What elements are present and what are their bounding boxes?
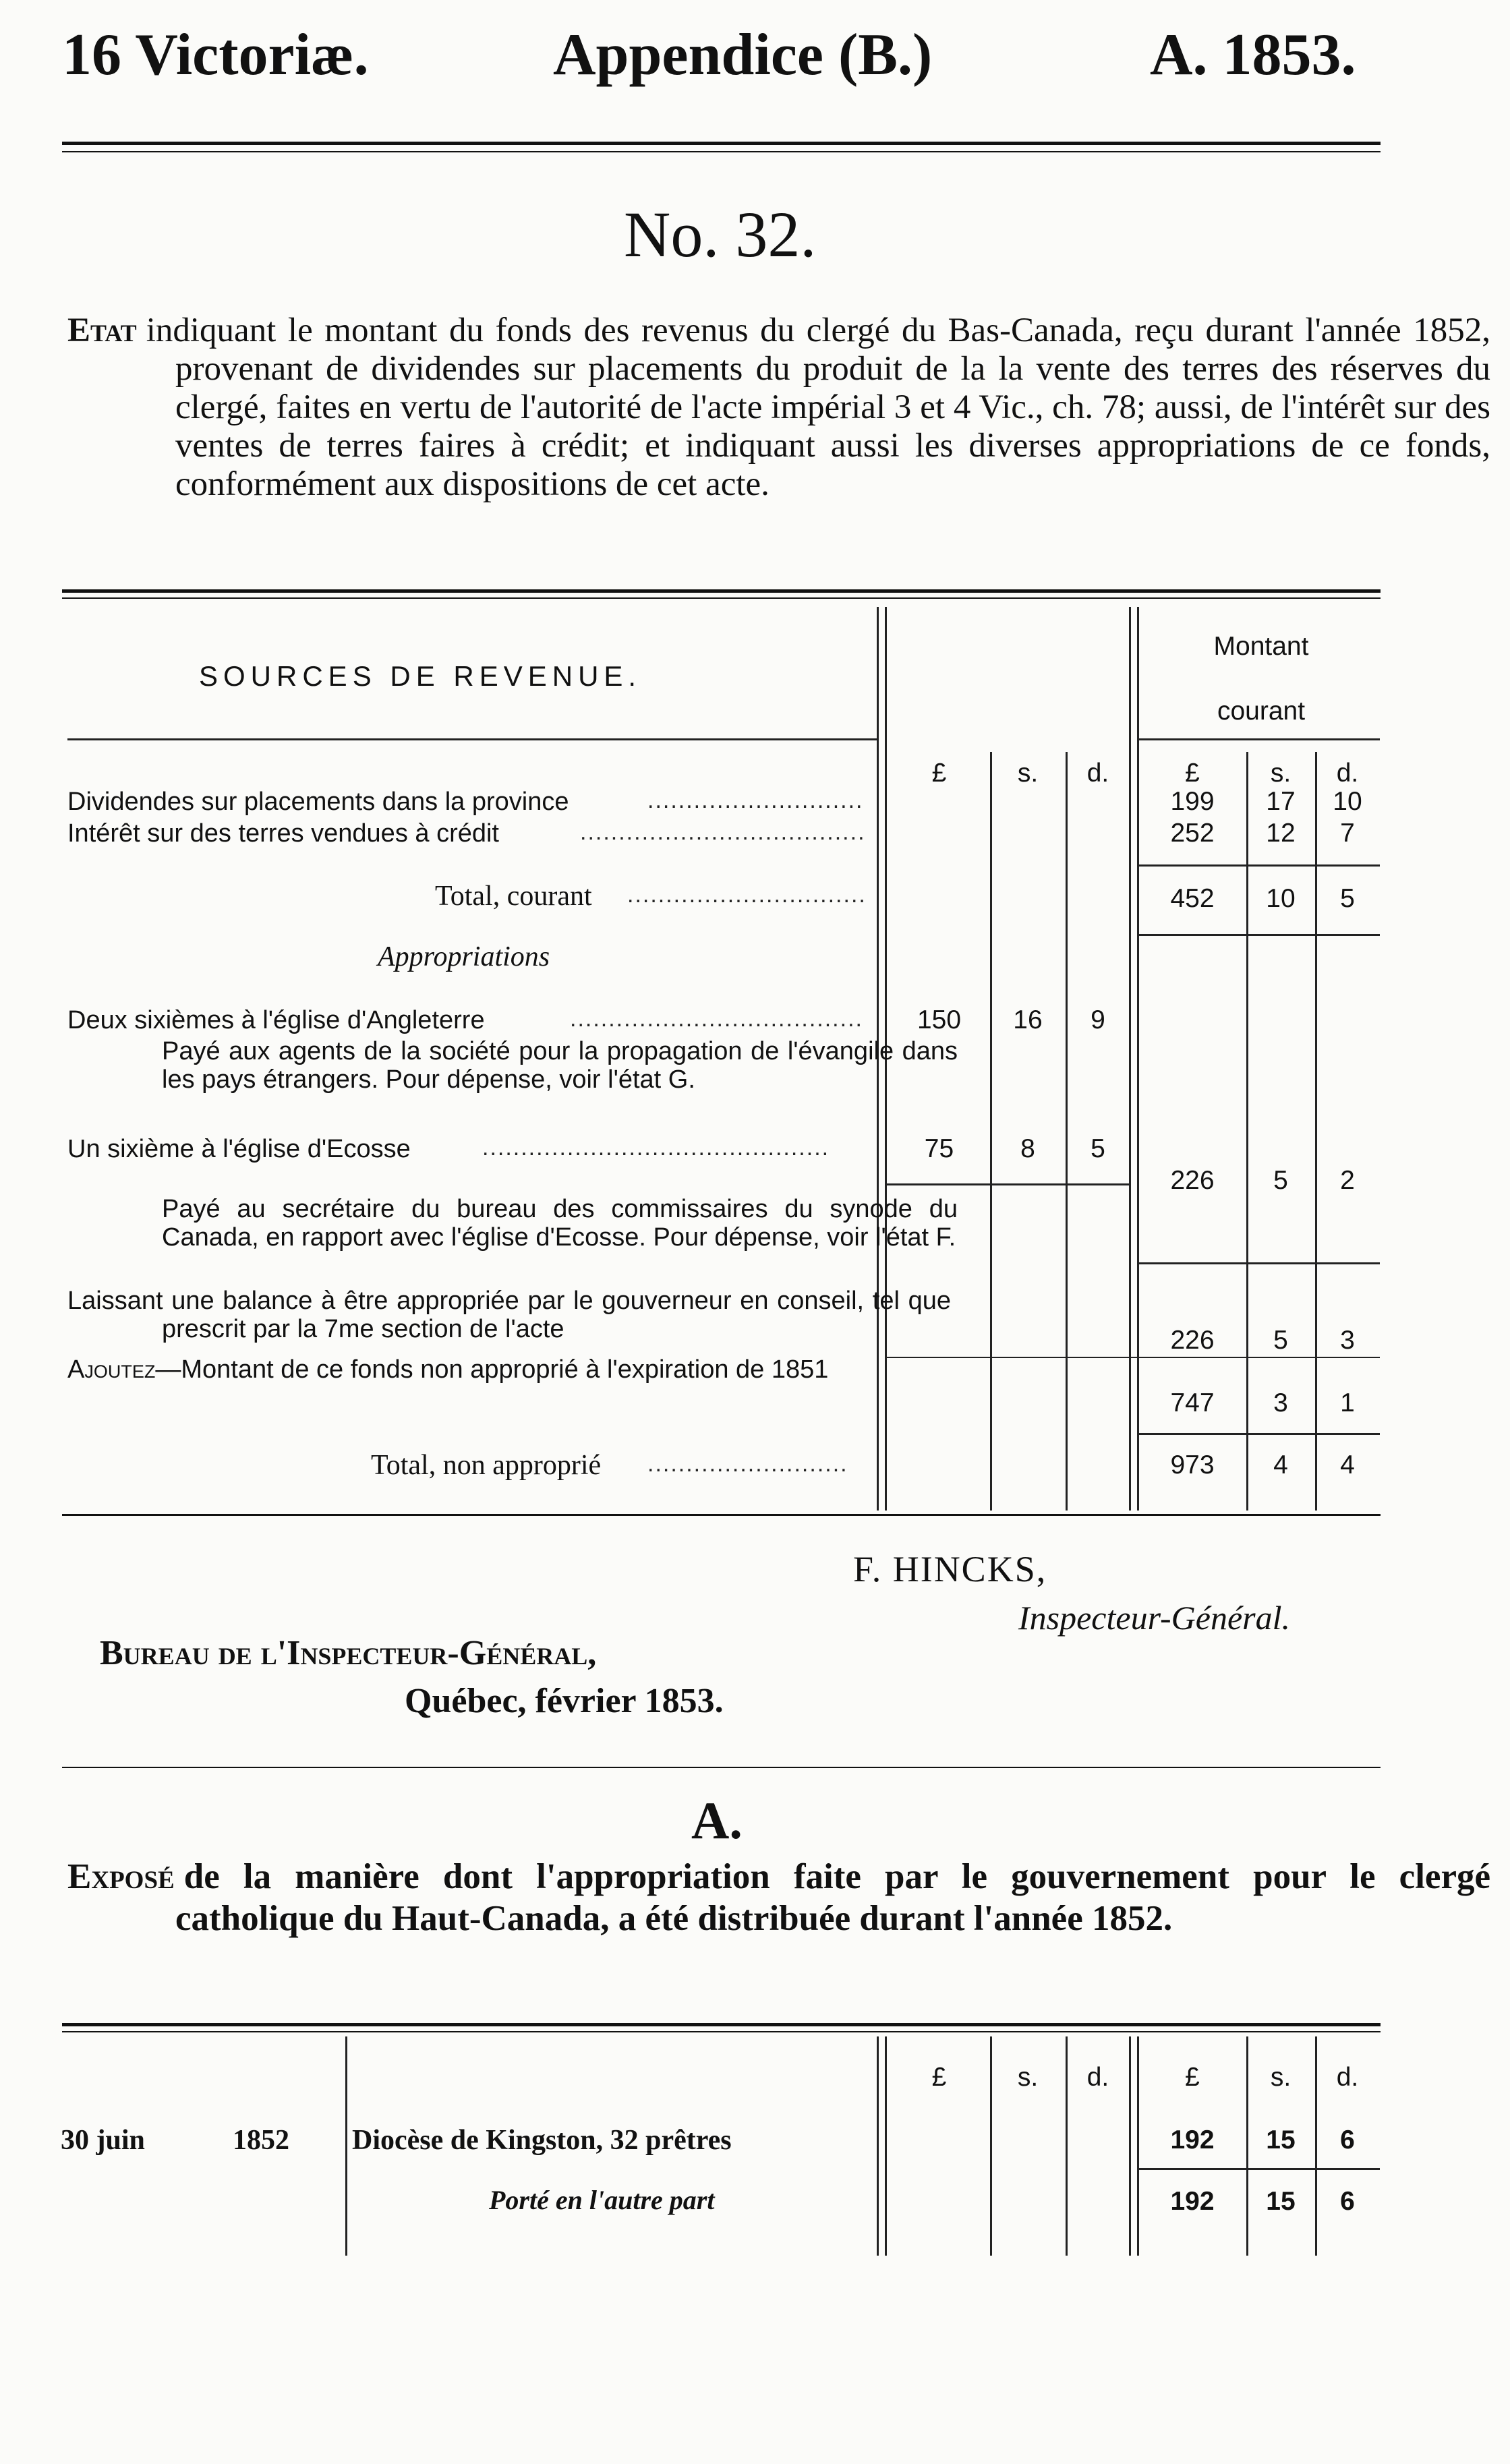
intro-lead: Etat [67, 312, 137, 349]
ajoutez-rule [1137, 1433, 1380, 1435]
balance-rule [885, 1357, 1380, 1358]
approp-angleterre-s: 16 [1013, 1005, 1043, 1034]
leader-dots: ............................... [627, 882, 867, 908]
balance-l: 226 [1170, 1326, 1215, 1355]
approp-angleterre-d: 9 [1091, 1005, 1105, 1034]
table1-top-rule-thin [62, 597, 1381, 599]
cur-d-1: d. [1086, 759, 1109, 788]
t2-carried-l: 192 [1170, 2187, 1215, 2216]
t2-cur-pound-2: £ [1185, 2063, 1200, 2092]
t2-carried-label: Porté en l'autre part [489, 2185, 715, 2215]
ajoutez-lead: Ajoutez [67, 1355, 156, 1384]
t2-carried-d: 6 [1340, 2187, 1355, 2216]
signature-name: F. HINCKS, [853, 1549, 1047, 1589]
approp-ecosse-d: 5 [1091, 1134, 1105, 1163]
cur-pound-1: £ [931, 759, 947, 788]
ajoutez-d: 1 [1340, 1388, 1355, 1417]
row-dividendes-s: 17 [1266, 787, 1296, 816]
total-courant-label: Total, courant [435, 881, 592, 912]
subtotal-rule [1137, 864, 1380, 867]
header-left: 16 Victoriæ. [62, 22, 369, 88]
approp-rule [885, 1183, 1129, 1185]
table1-top-rule [62, 589, 1381, 593]
row-interet-l: 252 [1170, 819, 1215, 848]
balance-s: 5 [1273, 1326, 1288, 1355]
balance-d: 3 [1340, 1326, 1355, 1355]
row-dividendes-d: 10 [1333, 787, 1362, 816]
approp-angleterre-label: Deux sixièmes à l'église d'Angleterre [67, 1006, 485, 1034]
t2-row-label: Diocèse de Kingston, 32 prêtres [352, 2125, 732, 2156]
cur-pound-2: £ [1185, 759, 1200, 788]
total-courant-s: 10 [1266, 884, 1296, 913]
note-angleterre: Payé aux agents de la société pour la propagation de l'évangile dans les pays étrangers. Pour dépense, voir l'état G. [162, 1037, 958, 1094]
leader-dots: ............................ [647, 788, 864, 813]
t2-row-year: 1852 [233, 2125, 289, 2156]
table1-bottom-rule [62, 1514, 1381, 1516]
balance-label: Laissant une balance à être appropriée par le gouverneur en conseil, tel que prescrit par la 7me section de l'acte [67, 1287, 951, 1343]
t2-sep-a [877, 2036, 879, 2256]
header-rule [62, 142, 1381, 145]
ajoutez-l: 747 [1170, 1388, 1215, 1417]
office-line1: Bureau de l'Inspecteur-Général, [100, 1634, 597, 1672]
intro-paragraph [67, 312, 1490, 504]
montant-header: Montant [1213, 632, 1309, 661]
total-courant-l: 452 [1170, 884, 1215, 913]
t2-cur-s-1: s. [1017, 2063, 1039, 2092]
total-courant-rule [1137, 934, 1380, 936]
col-sep-c [990, 752, 992, 1510]
section-a-lead: Exposé [67, 1857, 175, 1896]
leader-dots: ............................................. [482, 1135, 830, 1161]
ajoutez-text: —Montant de ce fonds non approprié à l'expiration de 1851 [155, 1355, 829, 1384]
t2-cur-pound-1: £ [931, 2063, 947, 2092]
leader-dots: ...................................... [570, 1006, 863, 1032]
t2-cur-d-2: d. [1336, 2063, 1359, 2092]
total-non-d: 4 [1340, 1450, 1355, 1479]
montant-underline [1137, 738, 1380, 740]
row-interet-s: 12 [1266, 819, 1296, 848]
col-sep-f [1137, 607, 1139, 1510]
section-a-paragraph [67, 1856, 1490, 1939]
t2-row-rule [1137, 2168, 1380, 2170]
header-right: A. 1853. [1150, 22, 1356, 88]
t2-row-date: 30 juin [61, 2125, 145, 2156]
total-non-s: 4 [1273, 1450, 1288, 1479]
approp-angleterre-l: 150 [917, 1005, 962, 1034]
leader-dots: .......................... [647, 1451, 848, 1477]
t2-carried-s: 15 [1266, 2187, 1296, 2216]
header-center: Appendice (B.) [553, 22, 933, 88]
sources-header: SOURCES DE REVENUE. [199, 660, 642, 692]
approp-ecosse-l: 75 [924, 1134, 954, 1163]
col-sep-e [1129, 607, 1131, 1510]
subtotal-l: 226 [1170, 1166, 1215, 1195]
t2-sep-label [345, 2036, 347, 2256]
intro-text: indiquant le montant du fonds des revenus du clergé du Bas-Canada, reçu durant l'année 1852, provenant de dividendes sur placements du produit de la la vente des terres des réserves du clergé, faites en vertu de l'autorité de l'acte impérial 3 et 4 Vic., ch. 78; aussi, de l'intérêt sur des ventes de terres faires à crédit; et indiquant aussi les diverses appropriations de ce fonds, conformément aux dispositions de cet acte. [146, 312, 1490, 503]
table2-top-rule [62, 2023, 1381, 2026]
ajoutez-label [67, 1355, 951, 1384]
cur-s-1: s. [1017, 759, 1039, 788]
appropriations-title: Appropriations [378, 941, 550, 972]
cur-d-2: d. [1336, 759, 1359, 788]
t2-cur-d-1: d. [1086, 2063, 1109, 2092]
t2-row-s: 15 [1266, 2125, 1296, 2154]
subtotal-s: 5 [1273, 1166, 1288, 1195]
signature-title: Inspecteur-Général. [1018, 1599, 1291, 1637]
row-interet-d: 7 [1340, 819, 1355, 848]
t2-row-d: 6 [1340, 2125, 1355, 2154]
t2-sep-f [1137, 2036, 1139, 2256]
t2-sep-b [885, 2036, 887, 2256]
courant-header: courant [1217, 697, 1306, 726]
row-interet-label: Intérêt sur des terres vendues à crédit [67, 819, 499, 848]
note-ecosse: Payé au secrétaire du bureau des commissaires du synode du Canada, en rapport avec l'église d'Ecosse. Pour dépense, voir l'état F. [162, 1195, 958, 1252]
approp-ecosse-label: Un sixième à l'église d'Ecosse [67, 1135, 411, 1163]
office-line2: Québec, février 1853. [405, 1682, 724, 1720]
section-rule [62, 1767, 1381, 1768]
cur-s-2: s. [1270, 759, 1291, 788]
header-rule-thin [62, 151, 1381, 152]
subtotal2-rule [1137, 1262, 1380, 1264]
sources-underline [67, 738, 877, 740]
t2-sep-e [1129, 2036, 1131, 2256]
t2-cur-s-2: s. [1270, 2063, 1291, 2092]
row-dividendes-label: Dividendes sur placements dans la province [67, 788, 569, 816]
approp-ecosse-s: 8 [1020, 1134, 1035, 1163]
leader-dots: ..................................... [580, 819, 866, 845]
ajoutez-s: 3 [1273, 1388, 1288, 1417]
col-sep-d [1066, 752, 1068, 1510]
section-a-text: de la manière dont l'appropriation faite par le gouvernement pour le clergé catholique du Haut-Canada, a été distribuée durant l'année 1852. [175, 1857, 1490, 1938]
subtotal-d: 2 [1340, 1166, 1355, 1195]
section-a-heading: A. [691, 1791, 743, 1850]
doc-title: No. 32. [624, 198, 817, 270]
table2-top-rule-thin [62, 2031, 1381, 2032]
t2-row-l: 192 [1170, 2125, 1215, 2154]
total-non-label: Total, non approprié [371, 1450, 602, 1481]
total-non-l: 973 [1170, 1450, 1215, 1479]
total-courant-d: 5 [1340, 884, 1355, 913]
row-dividendes-l: 199 [1170, 787, 1215, 816]
